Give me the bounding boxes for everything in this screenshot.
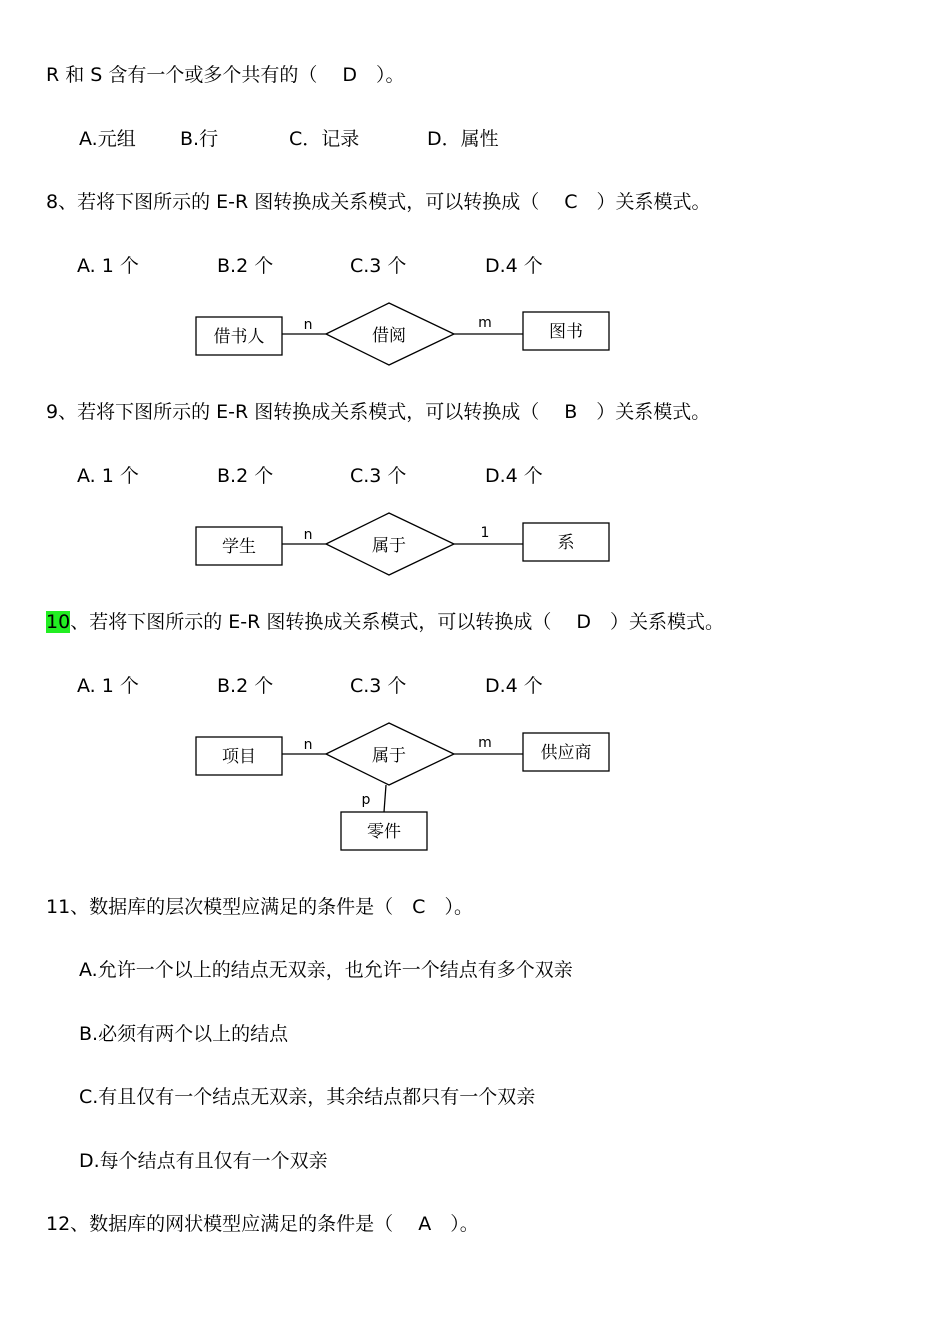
q8-option-a: A. 1 个 <box>77 255 139 277</box>
q8-relation-label: 借阅 <box>372 326 406 346</box>
q10-option-d: D.4 个 <box>485 675 543 697</box>
q9-options <box>0 463 950 489</box>
q7-option-d: D．属性 <box>427 128 499 150</box>
q9-card-left: n <box>303 527 313 543</box>
q9-option-c: C.3 个 <box>350 465 407 487</box>
q10-er-diagram <box>0 717 950 857</box>
q8-entity-right-label: 图书 <box>549 322 583 342</box>
q8-er-diagram <box>0 296 950 376</box>
q7-option-a: A.元组 <box>79 128 136 150</box>
q8-card-right: m <box>478 315 492 331</box>
q10-relation-label: 属于 <box>372 746 406 766</box>
q8-option-b: B.2 个 <box>217 255 274 277</box>
q10-number-highlight: 10 <box>46 611 71 633</box>
q10-option-b: B.2 个 <box>217 675 274 697</box>
q9-stem: 9、若将下图所示的 E-R 图转换成关系模式，可以转换成（ B ）关系模式。 <box>46 401 711 423</box>
q10-card-left: n <box>303 737 313 753</box>
q9-card-right: 1 <box>480 525 490 541</box>
q9-option-a: A. 1 个 <box>77 465 139 487</box>
q10-options <box>0 673 950 699</box>
q8-options <box>0 253 950 279</box>
q10-entity-left-label: 项目 <box>222 747 256 767</box>
q7-stem: R 和 S 含有一个或多个共有的（ D ）。 <box>46 64 405 86</box>
q11-option-b: B.必须有两个以上的结点 <box>79 1023 289 1045</box>
q11-option-d: D.每个结点有且仅有一个双亲 <box>79 1150 328 1172</box>
q10-entity-right-label: 供应商 <box>540 743 592 763</box>
q8-card-left: n <box>303 317 313 333</box>
q7-option-c: C．记录 <box>289 128 360 150</box>
q7-options <box>0 126 950 152</box>
q7-option-b: B.行 <box>180 128 219 150</box>
q10-option-a: A. 1 个 <box>77 675 139 697</box>
q9-entity-right-label: 系 <box>557 533 575 553</box>
q9-relation-label: 属于 <box>372 536 406 556</box>
q10-stem-text: 、若将下图所示的 E-R 图转换成关系模式，可以转换成（ D ）关系模式。 <box>70 611 725 633</box>
q10-option-c: C.3 个 <box>350 675 407 697</box>
q9-er-diagram <box>0 507 950 587</box>
q8-option-c: C.3 个 <box>350 255 407 277</box>
q9-option-b: B.2 个 <box>217 465 274 487</box>
q10-entity-bottom-label: 零件 <box>367 822 401 842</box>
q11-stem: 11、数据库的层次模型应满足的条件是（ C ）。 <box>46 896 473 918</box>
q8-stem: 8、若将下图所示的 E-R 图转换成关系模式，可以转换成（ C ）关系模式。 <box>46 191 711 213</box>
q8-option-d: D.4 个 <box>485 255 543 277</box>
q10-card-right: m <box>478 735 492 751</box>
q11-option-a: A.允许一个以上的结点无双亲，也允许一个结点有多个双亲 <box>79 959 573 981</box>
q10-card-bottom: p <box>361 792 371 808</box>
q10-stem <box>46 609 724 635</box>
q8-entity-left-label: 借书人 <box>213 327 265 347</box>
q9-entity-left-label: 学生 <box>222 537 256 557</box>
q12-stem: 12、数据库的网状模型应满足的条件是（ A ）。 <box>46 1213 479 1235</box>
q11-option-c: C.有且仅有一个结点无双亲，其余结点都只有一个双亲 <box>79 1086 536 1108</box>
q9-option-d: D.4 个 <box>485 465 543 487</box>
q10-connector-bottom <box>384 785 386 812</box>
